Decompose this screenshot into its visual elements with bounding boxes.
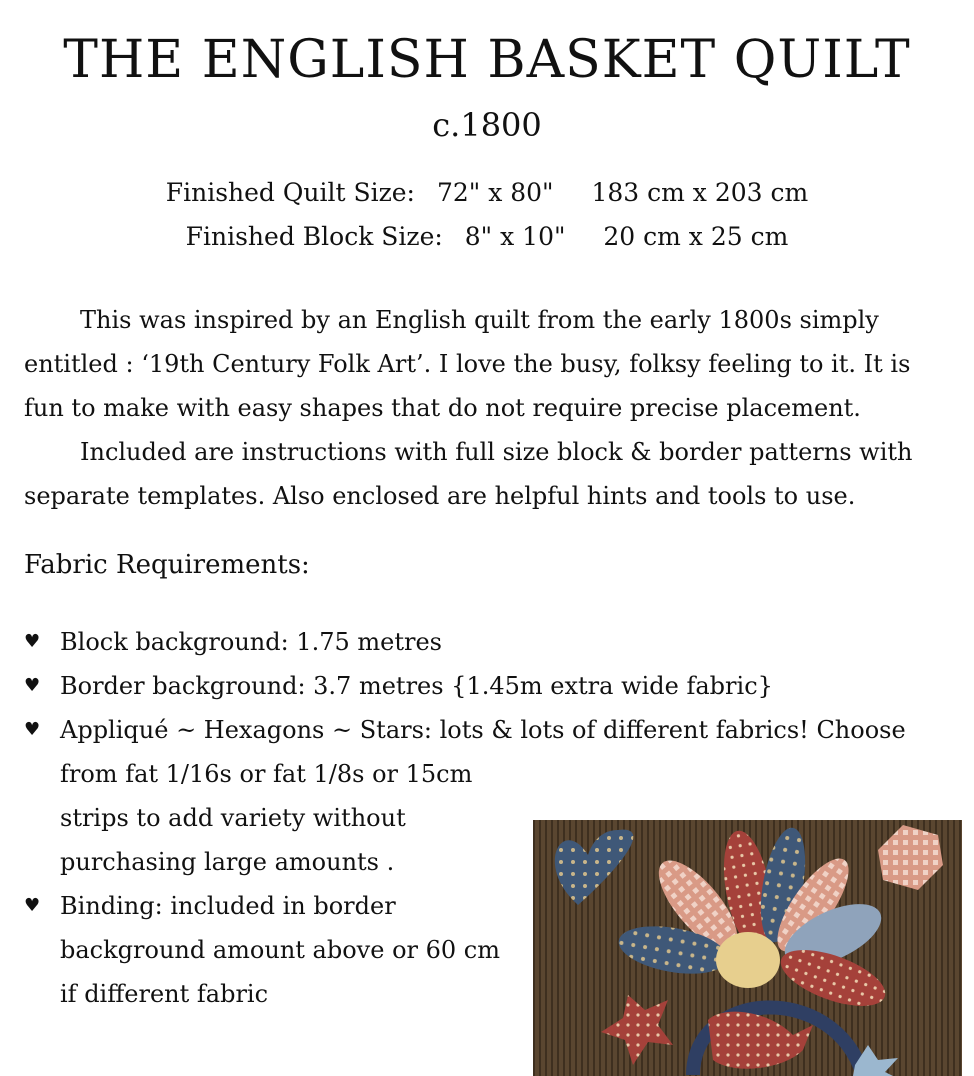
list-item: ♥ Appliqué ~ Hexagons ~ Stars: lots & lots of different fabrics! Choose from fat 1/16s or fat 1/8s or 15cm strips to add variety without purchasing large amounts .	[24, 708, 944, 884]
date-subtitle: c.1800	[432, 106, 542, 144]
quilt-size-metric: 183 cm x 203 cm	[591, 178, 809, 207]
block-size-imperial: 8" x 10"	[464, 222, 566, 251]
quilt-size-line	[0, 178, 974, 207]
list-item: ♥ Binding: included in border background amount above or 60 cm if different fabric	[24, 884, 944, 1016]
list-item-continuation: from fat 1/16s or fat 1/8s or 15cm strips to add variety without purchasing large amounts .	[60, 760, 473, 876]
block-size-label: Finished Block Size:	[185, 222, 443, 251]
fabric-heading: Fabric Requirements:	[24, 550, 310, 580]
page-title: THE ENGLISH BASKET QUILT	[63, 30, 911, 90]
quilt-size-label: Finished Quilt Size:	[165, 178, 415, 207]
intro-text: This was inspired by an English quilt from the early 1800s simply entitled : ‘19th Century Folk Art’. I love the busy, folksy feeling to it. It is fun to make with easy shapes that do not require precise placement.	[24, 306, 911, 422]
included-paragraph	[24, 430, 944, 518]
heart-bullet-icon: ♥	[24, 719, 41, 740]
heart-bullet-icon: ♥	[24, 631, 41, 652]
block-size-line	[0, 222, 974, 251]
list-item: ♥ Border background: 3.7 metres {1.45m extra wide fabric}	[24, 664, 944, 708]
block-size-metric: 20 cm x 25 cm	[603, 222, 789, 251]
included-text: Included are instructions with full size block & border patterns with separate templates. Also enclosed are helpful hints and tools to use.	[24, 438, 913, 510]
quilt-size-imperial: 72" x 80"	[436, 178, 554, 207]
heart-bullet-icon: ♥	[24, 675, 41, 696]
list-item: ♥ Block background: 1.75 metres	[24, 620, 944, 664]
heart-bullet-icon: ♥	[24, 895, 41, 916]
intro-paragraph	[24, 298, 944, 430]
quilt-block-photo	[533, 820, 962, 1076]
